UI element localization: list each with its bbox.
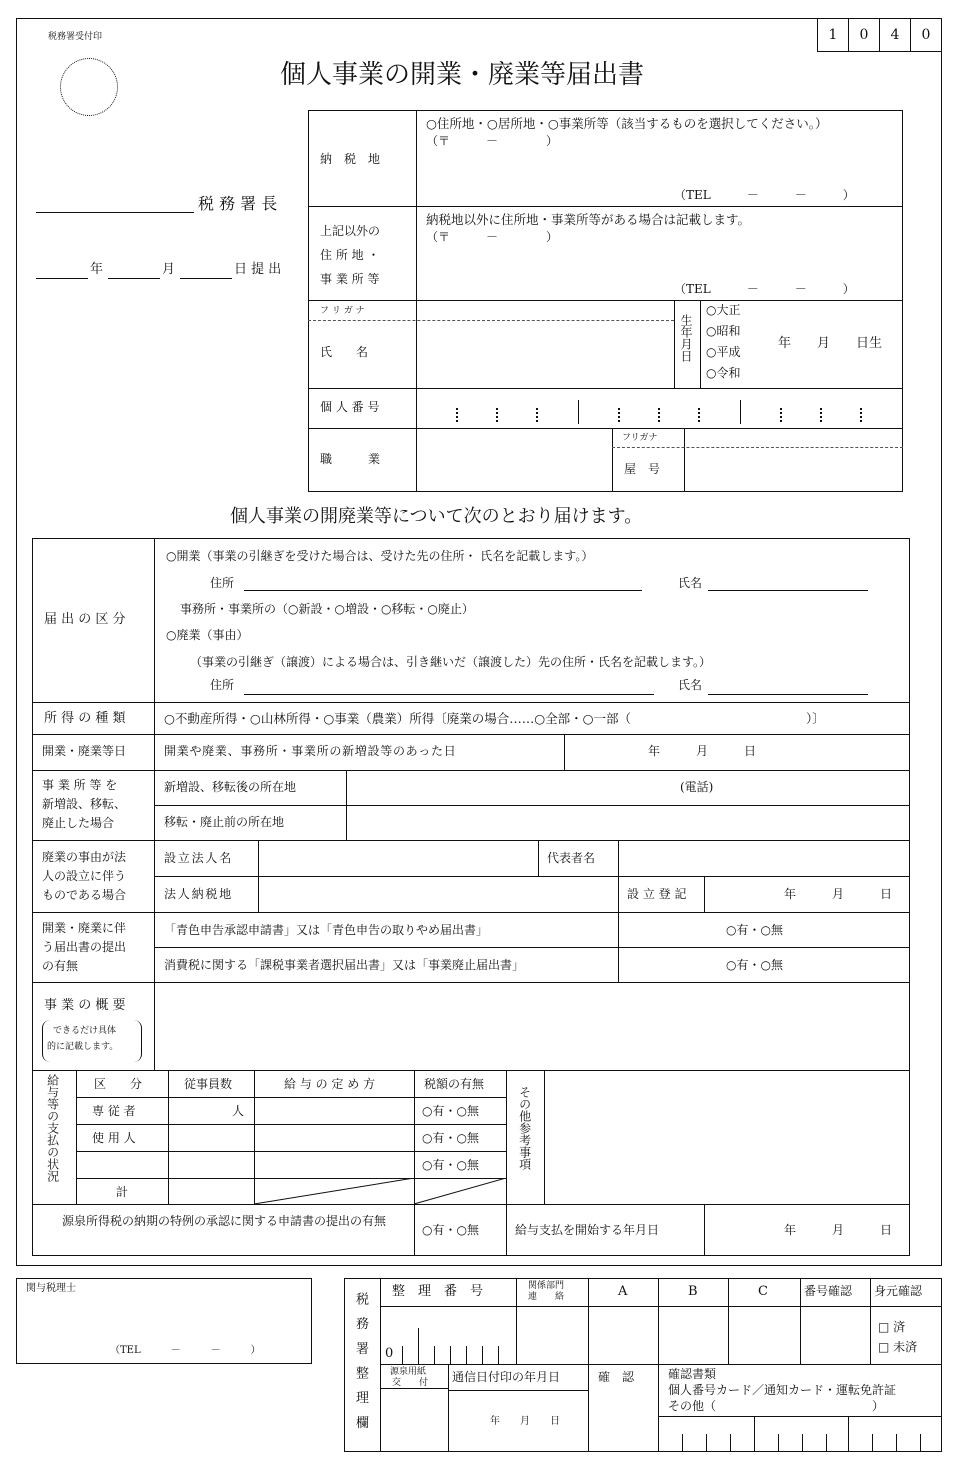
salary-family-tax[interactable]: ○有・○無 <box>422 1104 479 1118</box>
salary-total-diagonals <box>254 1178 506 1205</box>
open-close-date-description: 開業や廃業、事務所・事業所の新増設等のあった日 <box>164 744 457 758</box>
birth-date-format[interactable]: 年 月 日生 <box>778 336 883 351</box>
other-address-note[interactable]: 納税地以外に住所地・事業所等がある場合は記載します。 <box>426 212 751 227</box>
doc-type-label: 確認書類 <box>668 1367 717 1381</box>
salary-family-unit: 人 <box>232 1104 245 1118</box>
corp-name-label: 設立法人名 <box>164 851 234 865</box>
date-stamp-label: 通信日付印の年月日 <box>452 1370 561 1384</box>
salary-col-tax: 税額の有無 <box>424 1077 485 1091</box>
related-filings-label-1: 開業・廃業に伴 <box>42 921 127 935</box>
other-address-postal[interactable]: （〒 － ） <box>426 230 559 244</box>
opening-option[interactable]: ○開業（事業の引継ぎを受けた場合は、受けた先の住所・ 氏名を記載します。） <box>166 549 594 563</box>
tax-accountant-tel[interactable]: （TEL － － ） <box>110 1345 261 1356</box>
salary-employee-tax[interactable]: ○有・○無 <box>422 1131 479 1145</box>
furigana-label: フ リ ガ ナ <box>320 306 365 316</box>
corporation-label-3: ものである場合 <box>42 888 127 902</box>
era-reiwa-option[interactable]: ○令和 <box>706 366 741 380</box>
declaration-text: 個人事業の開廃業等について次のとおり届けます。 <box>230 506 643 527</box>
era-taisho-option[interactable]: ○大正 <box>706 303 741 317</box>
new-location-label: 新増設、移転後の所在地 <box>164 780 297 794</box>
income-type-options[interactable]: ○不動産所得・○山林所得・○事業（農業）所得〔廃業の場合……○全部・○一部（ ）〕 <box>164 711 825 726</box>
other-address-tel[interactable]: （TEL － － ） <box>674 282 855 296</box>
closing-option[interactable]: ○廃業（事由） <box>166 628 249 642</box>
office-change-option[interactable]: 事務所・事業所の（○新設・○増設・○移転・○廃止） <box>180 602 474 616</box>
business-overview-label: 事 業 の 概 要 <box>44 998 126 1013</box>
tax-place-label: 納 税 地 <box>320 152 381 166</box>
other-address-label-2: 住 所 地 ・ <box>320 248 380 262</box>
representative-label: 代表者名 <box>547 851 596 865</box>
withholding-label: 源泉所得税の納期の特例の承認に関する申請書の提出の有無 <box>62 1214 387 1228</box>
salary-start-date-input[interactable]: 年 月 日 <box>784 1223 893 1237</box>
office-change-label-1: 事 業 所 等 を <box>42 778 118 792</box>
related-filings-label-3: の有無 <box>42 959 79 973</box>
tax-place-postal[interactable]: （〒 － ） <box>426 134 559 148</box>
salary-col-method: 給 与 の 定 め 方 <box>284 1077 376 1091</box>
salary-other-label: その他参考事項 <box>517 1086 532 1170</box>
business-overview-note: できるだけ具体 的に記載します。 <box>42 1020 142 1062</box>
my-number-input[interactable] <box>418 390 902 426</box>
doc-list-label[interactable]: 個人番号カード／通知カード・運転免許証 <box>668 1383 897 1397</box>
other-address-label-3: 事 業 所 等 <box>320 272 380 286</box>
receipt-stamp-label: 税務署受付印 <box>48 32 103 42</box>
my-number-label: 個 人 番 号 <box>320 400 380 414</box>
office-use-side-label: 税務署整理欄 <box>353 1292 368 1441</box>
closing-address-label: 住所 <box>210 678 235 692</box>
form-number-digit: 1 <box>818 19 849 51</box>
form-number-digit: 4 <box>880 19 911 51</box>
dept-label-1: 関係部門 <box>528 1281 565 1291</box>
other-address-label-1: 上記以外の <box>320 224 381 238</box>
opening-address-label: 住所 <box>210 576 235 590</box>
income-type-label: 所 得 の 種 類 <box>44 711 126 726</box>
corp-tax-place-label: 法人納税地 <box>164 887 234 901</box>
ref-number-prefix: 0 <box>385 1346 394 1361</box>
id-check-not-done[interactable]: □ 未済 <box>878 1340 918 1354</box>
col-a-label: A <box>618 1284 628 1299</box>
era-heisei-option[interactable]: ○平成 <box>706 345 741 359</box>
tax-place-tel[interactable]: （TEL － － ） <box>674 188 855 202</box>
name-label: 氏 名 <box>320 345 369 359</box>
name-input[interactable] <box>418 322 672 386</box>
tax-accountant-label: 関与税理士 <box>26 1283 76 1294</box>
corporation-label-2: 人の設立に伴う <box>42 869 127 883</box>
tax-place-options[interactable]: ○住所地・○居所地・○事業所等（該当するものを選択してください。） <box>426 116 828 131</box>
notification-type-label: 届 出 の 区 分 <box>44 612 126 627</box>
form-title: 個人事業の開業・廃業等届出書 <box>280 60 645 90</box>
date-stamp-format[interactable]: 年 月 日 <box>490 1416 560 1427</box>
number-check-label: 番号確認 <box>804 1284 853 1298</box>
col-c-label: C <box>758 1284 768 1299</box>
office-number-boxes[interactable] <box>658 1416 942 1452</box>
salary-other-input[interactable] <box>546 1072 908 1202</box>
col-b-label: B <box>688 1284 698 1299</box>
blue-return-yes-no[interactable]: ○有・○無 <box>726 923 783 937</box>
consumption-tax-label: 消費税に関する「課税事業者選択届出書」又は「事業廃止届出書」 <box>164 958 525 972</box>
doc-other-label[interactable]: その他（ ） <box>668 1399 885 1413</box>
ref-number-input[interactable] <box>380 1306 516 1364</box>
corporation-label-1: 廃業の事由が法 <box>42 850 127 864</box>
salary-extra-tax[interactable]: ○有・○無 <box>422 1158 479 1172</box>
salary-row-employee: 使 用 人 <box>92 1131 136 1145</box>
salary-col-category: 区 分 <box>94 1077 143 1091</box>
date-month-label: 月 <box>162 262 176 277</box>
date-year-label: 年 <box>90 262 104 277</box>
form-number-digit: 0 <box>849 19 880 51</box>
withholding-yes-no[interactable]: ○有・○無 <box>422 1223 479 1237</box>
shop-name-label: 屋 号 <box>624 462 661 476</box>
office-change-label-2: 新増設、移転、 <box>42 797 127 811</box>
open-close-date-input[interactable]: 年 月 日 <box>648 744 757 758</box>
business-overview-input[interactable] <box>156 984 908 1068</box>
office-change-label-3: 廃止した場合 <box>42 816 115 830</box>
new-location-phone[interactable]: (電話) <box>680 780 714 794</box>
confirm-label: 確 認 <box>598 1370 635 1384</box>
occupation-label: 職 業 <box>320 452 381 466</box>
form-number-digit: 0 <box>921 27 931 43</box>
consumption-tax-yes-no[interactable]: ○有・○無 <box>726 958 783 972</box>
registration-date-input[interactable]: 年 月 日 <box>784 887 893 901</box>
source-form-label-2: 交 付 <box>392 1378 429 1388</box>
related-filings-label-2: う届出書の提出 <box>42 940 127 954</box>
date-submit-label: 日 提 出 <box>234 262 282 277</box>
open-close-date-label: 開業・廃業等日 <box>42 744 127 758</box>
old-location-label: 移転・廃止前の所在地 <box>164 815 285 829</box>
taxpayer-table <box>308 110 903 492</box>
opening-name-label: 氏名 <box>678 576 703 590</box>
closing-name-label: 氏名 <box>678 678 703 692</box>
blue-return-label: 「青色申告承認申請書」又は「青色申告の取りやめ届出書」 <box>164 923 489 937</box>
salary-side-label: 給与等の支払の状況 <box>45 1074 60 1182</box>
id-check-label: 身元確認 <box>874 1284 923 1298</box>
salary-row-family: 専 従 者 <box>92 1104 136 1118</box>
receipt-stamp-circle <box>60 58 118 116</box>
shop-furigana-label: フリガナ <box>622 433 658 443</box>
salary-start-label: 給与支払を開始する年月日 <box>515 1223 660 1237</box>
form-number-box <box>817 18 942 52</box>
birth-date-label: 生年月日 <box>679 314 693 362</box>
ref-number-label: 整 理 番 号 <box>392 1284 484 1299</box>
source-form-label-1: 源泉用紙 <box>390 1367 427 1377</box>
dept-label-2: 連 絡 <box>528 1292 565 1302</box>
era-showa-option[interactable]: ○昭和 <box>706 324 741 338</box>
salary-col-employees: 従事員数 <box>184 1077 233 1091</box>
closing-note: （事業の引継ぎ（譲渡）による場合は、引き継いだ（譲渡した）先の住所・氏名を記載します。） <box>190 655 712 669</box>
registration-label: 設 立 登 記 <box>627 887 687 901</box>
id-check-done[interactable]: □ 済 <box>878 1320 906 1334</box>
tax-office-chief-label: 税 務 署 長 <box>198 194 278 213</box>
salary-row-total: 計 <box>116 1185 129 1199</box>
